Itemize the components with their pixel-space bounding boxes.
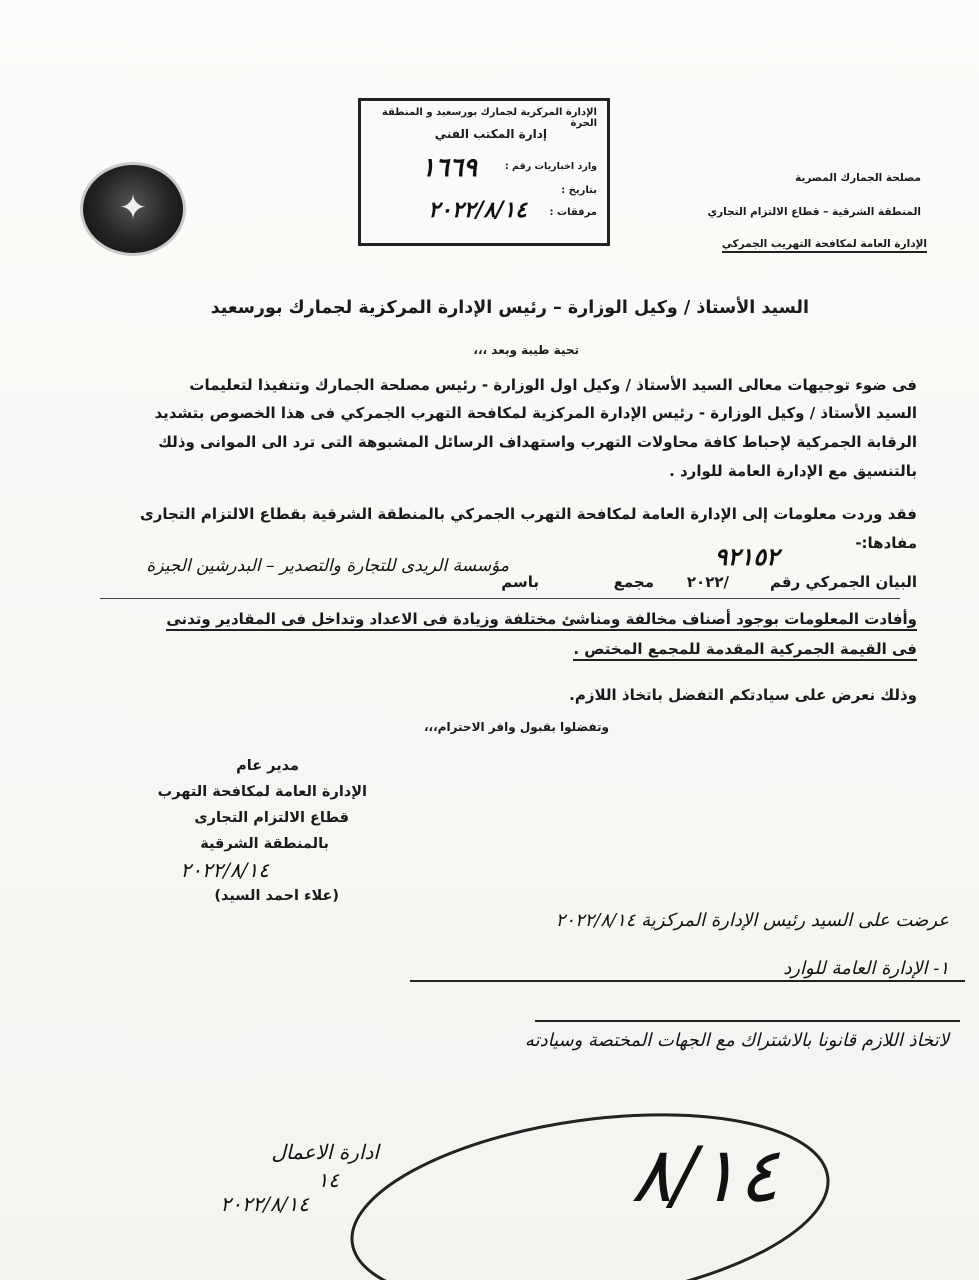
letterhead-line1: مصلحة الجمارك المصرية [795, 172, 921, 184]
paragraph3-line2: فى القيمة الجمركية المقدمة للمجمع المختص . [573, 640, 917, 661]
stamp-line2: إدارة المكتب الفني [434, 127, 547, 141]
hand-rule-1 [410, 980, 965, 982]
stamp-date-value: ٢٠٢٢/٨/١٤ [428, 197, 527, 223]
circled-annotation [340, 1100, 860, 1280]
paragraph1-line4: بالتنسيق مع الإدارة العامة للوارد . [669, 462, 917, 480]
stamp-incoming-label: وارد اخباريات رقم : [504, 161, 597, 172]
declaration-handwritten-name: مؤسسة الريدى للتجارة والتصدير – البدرشين الجيزة [146, 556, 509, 576]
circled-annotation-text: ٨/١٤ [630, 1130, 779, 1219]
paragraph2-line1: فقد وردت معلومات إلى الإدارة العامة لمكافحة التهرب الجمركي بالمنطقة الشرقية بقطاع الالتزام التجارى [139, 505, 917, 523]
declaration-name-label: باسم [501, 573, 539, 591]
letterhead-line3: الإدارة العامة لمكافحة التهريب الجمركي [722, 238, 927, 253]
paragraph1-line3: الرقابة الجمركية لإحباط كافة محاولات التهرب واستهداف الرسائل المشبوهة التى ترد الى الموانى وذلك [158, 433, 917, 451]
signature-name: (علاء احمد السيد) [214, 888, 339, 904]
declaration-complex: مجمع [613, 573, 654, 591]
hand-note2: ١- الإدارة العامة للوارد [783, 958, 949, 979]
hand-note3: لاتخاذ اللازم قانونا بالاشتراك مع الجهات المختصة وسيادته [524, 1030, 949, 1051]
paragraph2-line2: مفادها:- [855, 534, 917, 552]
stamp-line1: الإدارة المركزية لجمارك بورسعيد و المنطقة الحرة [381, 107, 597, 129]
hand-note4-line1: ادارة الاعمال [271, 1140, 379, 1164]
stamp-incoming-number: ١٦٦٩ [421, 153, 477, 183]
closing-request: وذلك نعرض على سيادتكم التفضل باتخاذ اللازم. [569, 686, 917, 704]
declaration-label: البيان الجمركي رقم [770, 573, 917, 591]
hand-rule-2 [535, 1020, 960, 1022]
declaration-dotted-rule [100, 598, 900, 599]
letterhead-line2: المنطقة الشرقية – قطاع الالتزام التجاري [707, 206, 921, 218]
signature-region: بالمنطقة الشرقية [200, 836, 329, 852]
greeting: تحية طيبة وبعد ،،، [473, 343, 579, 357]
signature-dept: الإدارة العامة لمكافحة التهرب [157, 784, 367, 800]
hand-note4-date: ٢٠٢٢/٨/١٤ [220, 1192, 309, 1216]
hand-note4-line2: ١٤ [317, 1168, 339, 1192]
signature-sector: قطاع الالتزام التجارى [194, 810, 349, 826]
paragraph1-line1: فى ضوء توجيهات معالى السيد الأستاذ / وكيل اول الوزارة - رئيس مصلحة الجمارك وتنفيذا لتعليمات [189, 376, 917, 394]
eagle-seal-logo [80, 162, 186, 256]
signature-hand-date: ٢٠٢٢/٨/١٤ [180, 858, 269, 882]
paragraph3-line1: وأفادت المعلومات بوجود أصناف مخالفة ومناشئ مختلفة وزيادة فى الاعداد وتداخل فى المقادير وتدنى [166, 610, 917, 631]
stamp-attachments-label: مرفقات : [549, 207, 597, 218]
recipient-line: السيد الأستاذ / وكيل الوزارة – رئيس الإدارة المركزية لجمارك بورسعيد [210, 298, 809, 318]
stamp-date-label: بتاريخ : [561, 185, 597, 196]
declaration-number: ٩٢١٥٢ [714, 542, 779, 571]
closing-respect: وتفضلوا بقبول وافر الاحترام،،، [423, 720, 609, 734]
incoming-stamp [358, 98, 610, 246]
hand-note1: عرضت على السيد رئيس الإدارة المركزية ٢٠٢٢/٨/١٤ [555, 910, 949, 931]
declaration-year: /٢٠٢٢ [686, 573, 729, 591]
paragraph1-line2: السيد الأستاذ / وكيل الوزارة - رئيس الإدارة المركزية لمكافحة التهرب الجمركي فى هذا الخصوص بتشديد [154, 404, 917, 422]
eagle-emblem-icon: ✦ [118, 188, 148, 228]
signature-title: مدير عام [236, 758, 299, 774]
